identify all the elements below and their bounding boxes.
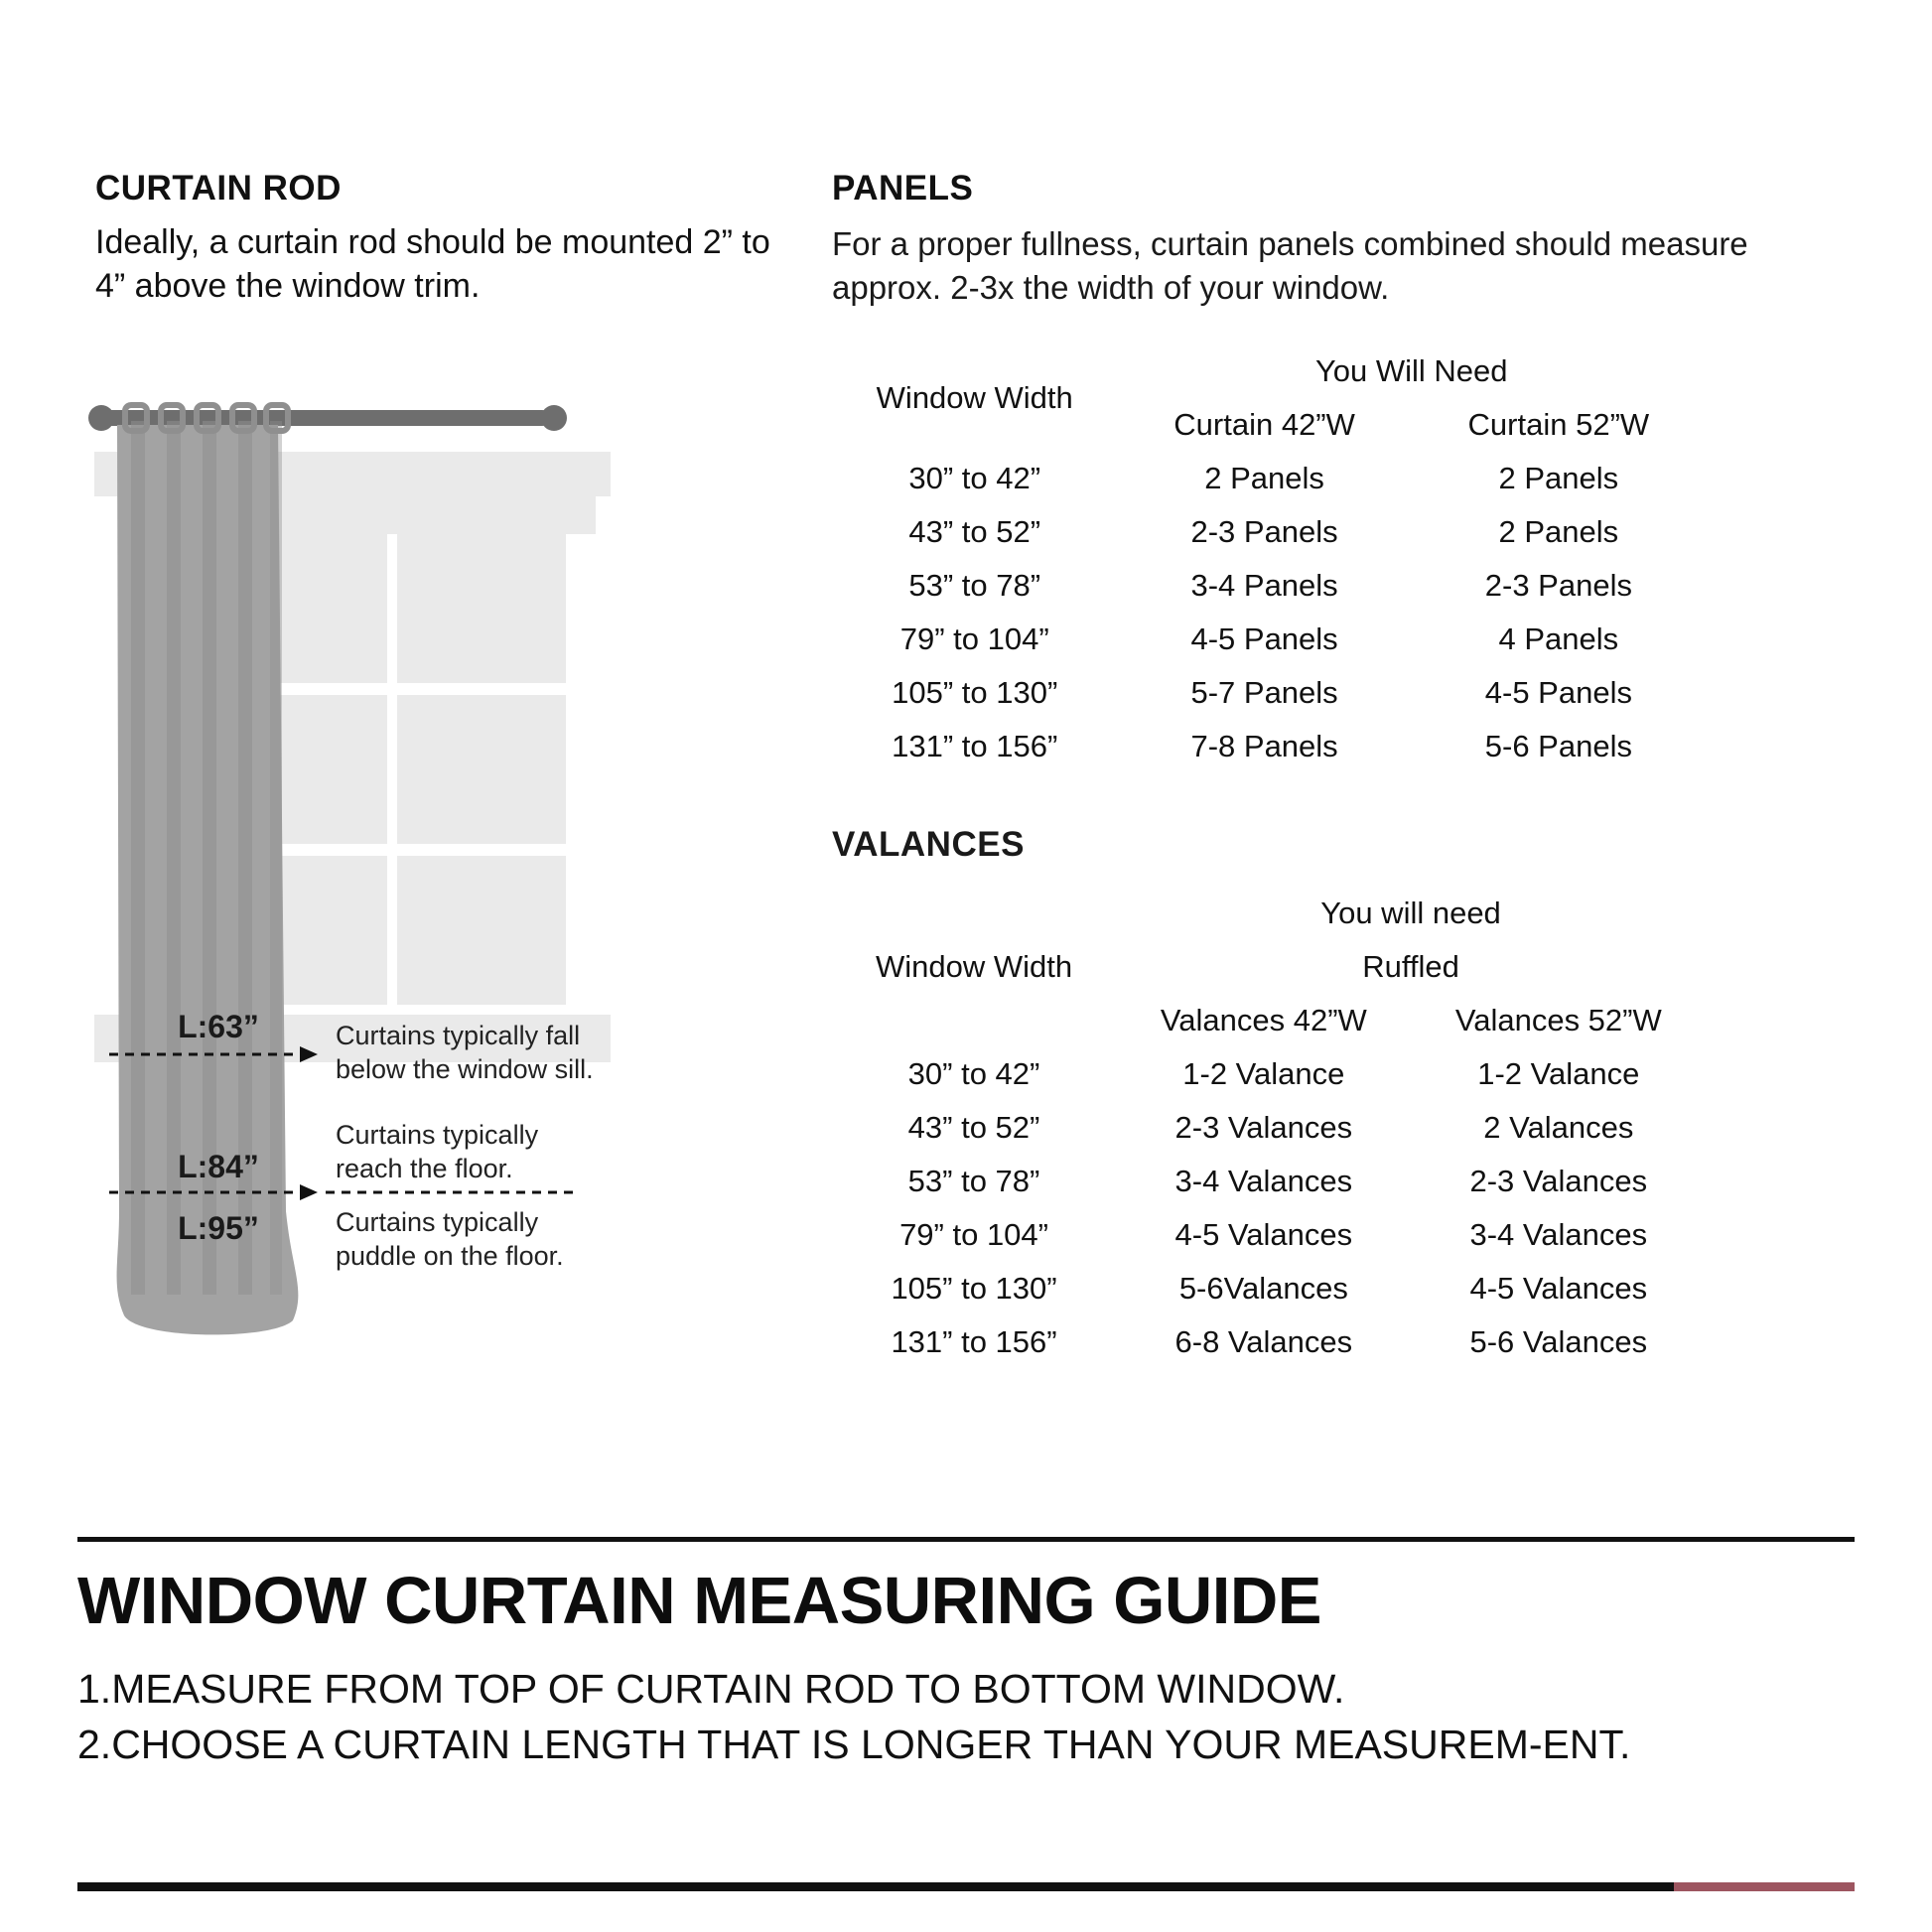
length-63-label: L:63” [178,1009,259,1044]
table-row [832,505,1706,559]
valances-row-3-v42: 4-5 Valances [1174,1217,1353,1253]
valances-row-3-width: 79” to 104” [899,1217,1048,1253]
footer-title: WINDOW CURTAIN MEASURING GUIDE [77,1564,1321,1638]
valances-row-2-v52: 2-3 Valances [1469,1164,1648,1199]
table-row [832,613,1706,666]
panels-row-4-c52: 4-5 Panels [1484,675,1632,711]
panels-row-3-c42: 4-5 Panels [1190,621,1338,657]
table-row [832,720,1706,773]
panels-row-4-width: 105” to 130” [892,675,1058,711]
valances-table [832,887,1706,1369]
valances-row-4-v52: 4-5 Valances [1469,1271,1648,1307]
panels-heading: PANELS [832,169,974,207]
footer-section [77,1537,1864,1771]
valances-row-4-width: 105” to 130” [891,1271,1057,1307]
footer-step-2: 2.CHOOSE A CURTAIN LENGTH THAT IS LONGER THAN YOUR MEASUREM-ENT. [77,1722,1631,1768]
length-84-label: L:84” [178,1149,259,1184]
panels-row-0-c52: 2 Panels [1498,461,1619,496]
valances-group-header: You will need [1320,896,1501,931]
valances-row-3-v52: 3-4 Valances [1469,1217,1648,1253]
note-84-line1: Curtains typically [336,1120,539,1150]
panels-row-4-c42: 5-7 Panels [1190,675,1338,711]
panels-row-0-width: 30” to 42” [908,461,1041,496]
curtain-rod-heading: CURTAIN ROD [95,169,342,207]
table-row [832,452,1706,505]
curtain-illustration [79,397,774,1469]
panels-row-2-c52: 2-3 Panels [1484,568,1632,604]
valances-row-1-v42: 2-3 Valances [1174,1110,1353,1146]
table-row [832,1315,1706,1369]
table-row [832,666,1706,720]
note-84-line2: reach the floor. [336,1154,513,1183]
note-95-line2: puddle on the floor. [336,1241,564,1271]
length-95-label: L:95” [178,1210,259,1246]
valances-row-1-v52: 2 Valances [1483,1110,1634,1146]
valances-row-2-v42: 3-4 Valances [1174,1164,1353,1199]
valances-row-1-width: 43” to 52” [907,1110,1040,1146]
footer-step-1: 1.MEASURE FROM TOP OF CURTAIN ROD TO BOTTOM WINDOW. [77,1666,1345,1712]
valances-row-5-v42: 6-8 Valances [1174,1324,1353,1360]
table-row [832,1208,1706,1262]
table-row [832,559,1706,613]
table-row [832,1155,1706,1208]
valances-row-0-v52: 1-2 Valance [1477,1056,1640,1092]
valances-heading: VALANCES [832,825,1025,865]
panels-row-5-c52: 5-6 Panels [1484,729,1632,764]
panels-row-5-width: 131” to 156” [892,729,1058,764]
valances-col-header-52: Valances 52”W [1454,1003,1662,1038]
valances-row-0-v42: 1-2 Valance [1182,1056,1345,1092]
panels-row-1-width: 43” to 52” [908,514,1041,550]
footer-top-rule [77,1537,1855,1542]
panels-group-header: You Will Need [1314,353,1508,389]
table-row [832,1047,1706,1101]
note-63-line1: Curtains typically fall [336,1021,581,1050]
curtain-rod-section [95,169,790,308]
note-95-line1: Curtains typically [336,1207,539,1237]
curtain-graphic [104,405,313,1334]
panels-row-1-c52: 2 Panels [1498,514,1619,550]
footer-bottom-rule [77,1882,1855,1891]
note-63-line2: below the window sill. [336,1054,594,1084]
panels-col-header-52: Curtain 52”W [1467,407,1650,443]
valances-col-header-42: Valances 42”W [1160,1003,1367,1038]
panels-row-3-c52: 4 Panels [1498,621,1619,657]
valances-row-5-v52: 5-6 Valances [1469,1324,1648,1360]
measure-label-95 [178,1210,259,1246]
curtain-rod-body: Ideally, a curtain rod should be mounted 2” to 4” above the window trim. [95,223,770,306]
panels-col-header-42: Curtain 42”W [1173,407,1355,443]
valances-row-4-v42: 5-6Valances [1178,1271,1348,1307]
valances-row-2-width: 53” to 78” [907,1164,1040,1199]
panels-row-2-c42: 3-4 Panels [1190,568,1338,604]
panels-section [832,169,1845,1369]
panels-row-3-width: 79” to 104” [899,621,1049,657]
table-header-row [832,345,1706,398]
panels-window-width-header: Window Width [876,380,1073,416]
panels-row-2-width: 53” to 78” [908,568,1041,604]
valances-row-0-width: 30” to 42” [907,1056,1040,1092]
valances-row-5-width: 131” to 156” [891,1324,1057,1360]
valances-window-width-header: Window Width [875,949,1073,985]
panels-table [832,345,1706,773]
footer-accent-rule [1674,1882,1855,1891]
panels-row-0-c42: 2 Panels [1204,461,1324,496]
table-row [832,1101,1706,1155]
panels-row-1-c42: 2-3 Panels [1190,514,1338,550]
panels-row-5-c42: 7-8 Panels [1190,729,1338,764]
table-row [832,1262,1706,1315]
valances-subgroup-header: Ruffled [1362,949,1459,985]
table-header-row [832,887,1706,940]
panels-intro: For a proper fullness, curtain panels combined should measure approx. 2-3x the width of your window. [832,225,1748,306]
